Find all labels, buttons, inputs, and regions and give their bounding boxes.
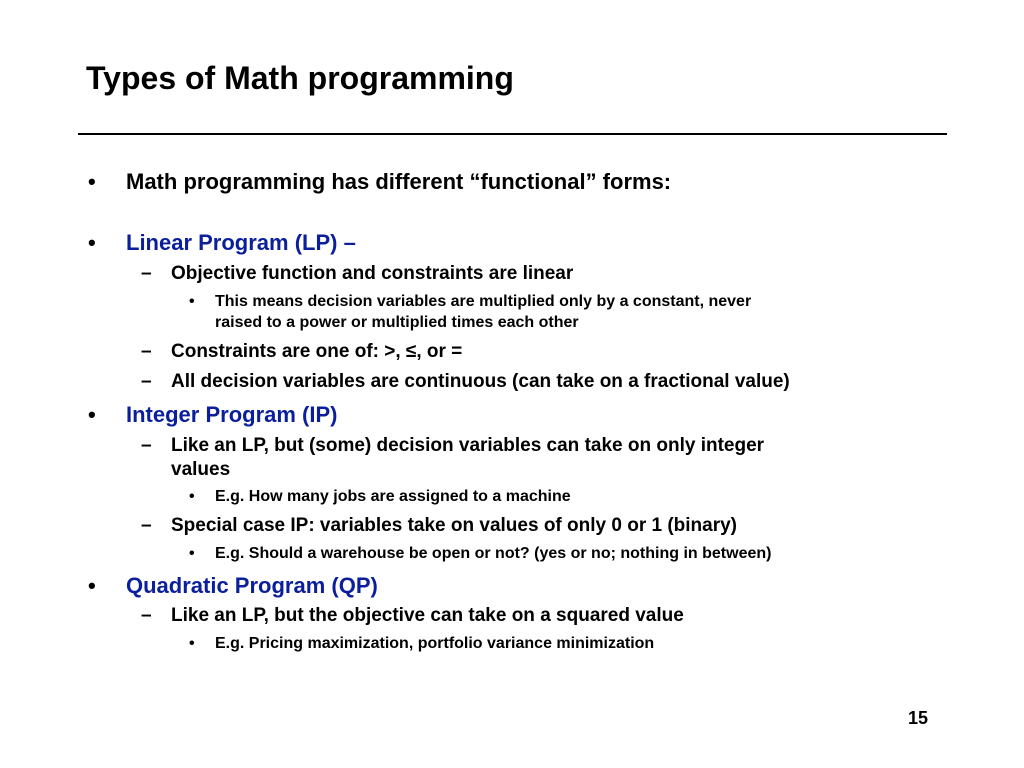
dash-marker: – — [141, 435, 152, 456]
subsubitem-qp-pricing-example: E.g. Pricing maximization, portfolio variance minimization — [215, 635, 655, 652]
subsubitem-ip-jobs-example: E.g. How many jobs are assigned to a machine — [215, 488, 571, 505]
slide-title: Types of Math programming — [86, 60, 514, 96]
subbullet-marker: • — [189, 488, 195, 505]
subsubitem-lp-multiplied-line2: raised to a power or multiplied times each other — [215, 314, 579, 331]
bullet-integer-program: Integer Program (IP) — [126, 402, 338, 427]
bullet-marker: • — [88, 573, 96, 598]
bullet-marker: • — [88, 169, 96, 194]
bullet-marker: • — [88, 402, 96, 427]
slide-number: 15 — [908, 708, 929, 728]
subitem-lp-objective-linear: Objective function and constraints are linear — [171, 263, 574, 284]
dash-marker: – — [141, 371, 152, 392]
bullet-marker: • — [88, 230, 96, 255]
subitem-lp-continuous: All decision variables are continuous (can take on a fractional value) — [171, 371, 790, 392]
subitem-lp-constraints: Constraints are one of: >, ≤, or = — [171, 341, 463, 362]
subbullet-marker: • — [189, 545, 195, 562]
subsubitem-ip-warehouse-example: E.g. Should a warehouse be open or not? (yes or no; nothing in between) — [215, 545, 772, 562]
subbullet-marker: • — [189, 293, 195, 310]
title-divider — [78, 133, 947, 135]
subitem-qp-squared: Like an LP, but the objective can take on a squared value — [171, 605, 684, 626]
subitem-ip-integer-line1: Like an LP, but (some) decision variables can take on only integer — [171, 435, 765, 456]
subbullet-marker: • — [189, 635, 195, 652]
bullet-quadratic-program: Quadratic Program (QP) — [126, 573, 378, 598]
dash-marker: – — [141, 341, 152, 362]
dash-marker: – — [141, 605, 152, 626]
bullet-linear-program: Linear Program (LP) – — [126, 230, 356, 255]
subitem-ip-binary: Special case IP: variables take on values of only 0 or 1 (binary) — [171, 515, 738, 536]
subsubitem-lp-multiplied-line1: This means decision variables are multiplied only by a constant, never — [215, 293, 752, 310]
dash-marker: – — [141, 263, 152, 284]
subitem-ip-integer-line2: values — [171, 459, 231, 480]
dash-marker: – — [141, 515, 152, 536]
bullet-functional-forms: Math programming has different “functional” forms: — [126, 169, 672, 194]
